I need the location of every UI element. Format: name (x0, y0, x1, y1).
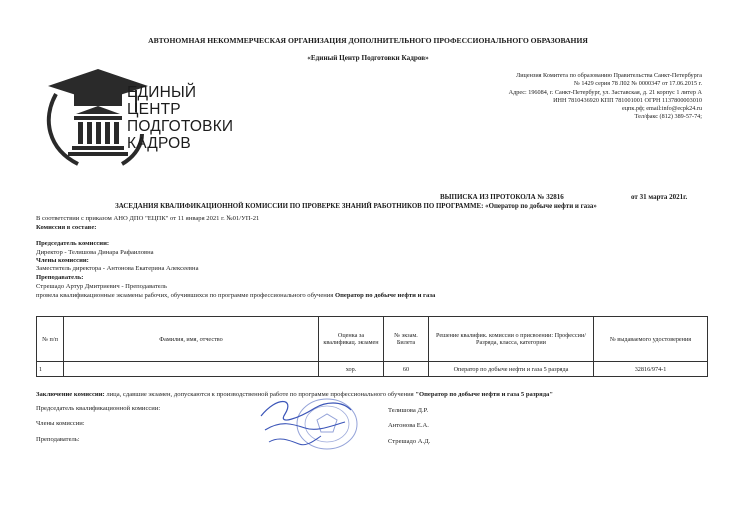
signature-role-members: Члены комиссии: (36, 420, 85, 427)
logo-text (127, 84, 233, 152)
col-ticket: № экзам. Билета (384, 317, 429, 362)
seal-icon (255, 390, 363, 452)
signature-role-chair: Председатель квалификационной комиссии: (36, 405, 161, 412)
protocol-date: от 31 марта 2021г. (631, 193, 688, 201)
col-num: № п/п (37, 317, 64, 362)
col-name: Фамилия, имя, отчество (64, 317, 319, 362)
org-subtitle: «Единый Центр Подготовки Кадров» (307, 54, 429, 62)
teacher-name: Стрешадо Артур Дмитриевич - Преподаватель (36, 283, 167, 290)
exam-description: провела квалификационные экзамены рабочих, обучившихся по программе профессионального обучения (36, 292, 334, 299)
logo-line: ЦЕНТР (127, 101, 181, 118)
protocol-title: ВЫПИСКА ИЗ ПРОТОКОЛА № 32816 (440, 193, 564, 201)
table-row (37, 362, 708, 377)
logo-line: КАДРОВ (127, 135, 191, 152)
col-cert: № выдаваемого удостоверения (594, 317, 708, 362)
row-num: 1 (37, 362, 64, 377)
conclusion-label: Заключение комиссии: (36, 391, 105, 398)
conclusion-text: лица, сдавшие экзамен, допускаются к производственной работе по программе профессионального обучения (106, 391, 414, 398)
signature-role-teacher: Преподаватель: (36, 436, 80, 443)
exam-text (36, 292, 435, 299)
row-decision: Оператор по добыче нефти и газа 5 разряда (429, 362, 594, 377)
chair-heading: Председатель комиссии: (36, 240, 110, 247)
meeting-title: ЗАСЕДАНИЯ КВАЛИФИКАЦИОННОЙ КОМИССИИ ПО ПРОВЕРКЕ ЗНАНИЙ РАБОТНИКОВ ПО ПРОГРАММЕ: «Оператор по добыче нефти и газа» (115, 203, 597, 210)
row-grade: хор. (319, 362, 384, 377)
chair-name: Директор - Телишова Динара Рафаиловна (36, 249, 154, 256)
signature-name-chair: Телишова Д.Р. (388, 407, 429, 414)
logo-line: ПОДГОТОВКИ (127, 118, 234, 135)
row-name (64, 362, 319, 377)
row-ticket: 60 (384, 362, 429, 377)
signature-name-member: Антонова Е.А. (388, 422, 429, 429)
order-text: В соответствии с приказом АНО ДПО "ЕЦПК" от 11 января 2021 г. №01/УП-21 (36, 215, 260, 222)
license-line: ИНН 7810436920 КПП 781001001 ОГРН 1137800003010 (553, 96, 702, 104)
col-decision: Решение квалифик. комиссии о присвоении: Профессии/Разряда, класса, категории (429, 317, 594, 362)
license-info (509, 72, 702, 122)
exam-program: Оператор по добыче нефти и газа (335, 292, 436, 299)
conclusion-program: "Оператор по добыче нефти и газа 5 разряда" (415, 391, 553, 398)
license-line: Адрес: 196084, г. Санкт-Петербург, ул. Заставская, д. 21 корпус 1 литер А (508, 88, 702, 96)
license-line: Тел/факс (812) 389-57-74; (634, 113, 702, 121)
license-line: ецпк.рф; email:info@ecpk24.ru (622, 105, 702, 113)
commission-heading: Комиссия в составе: (36, 224, 97, 231)
row-cert: 32816/974-1 (594, 362, 708, 377)
teacher-heading: Преподаватель: (36, 274, 84, 281)
logo-line: ЕДИНЫЙ (127, 84, 197, 101)
stamp-signature (255, 390, 363, 452)
table-header-row (37, 317, 708, 362)
members-heading: Члены комиссии: (36, 257, 89, 264)
license-line: Лицензия Комитета по образованию Правительства Санкт-Петербурга (516, 72, 702, 79)
results-table (36, 316, 708, 377)
license-line: № 1429 серия 78 Л02 № 0000347 от 17.06.2015 г. (573, 80, 702, 88)
col-grade: Оценка за квалификац. экзамен (319, 317, 384, 362)
org-title: АВТОНОМНАЯ НЕКОММЕРЧЕСКАЯ ОРГАНИЗАЦИЯ ДОПОЛНИТЕЛЬНОГО ПРОФЕССИОНАЛЬНОГО ОБРАЗОВАНИЯ (148, 36, 588, 45)
member-name: Заместитель директора - Антонова Екатерина Алексеевна (36, 265, 199, 272)
signature-name-teacher: Стрешадо А.Д. (388, 438, 431, 445)
